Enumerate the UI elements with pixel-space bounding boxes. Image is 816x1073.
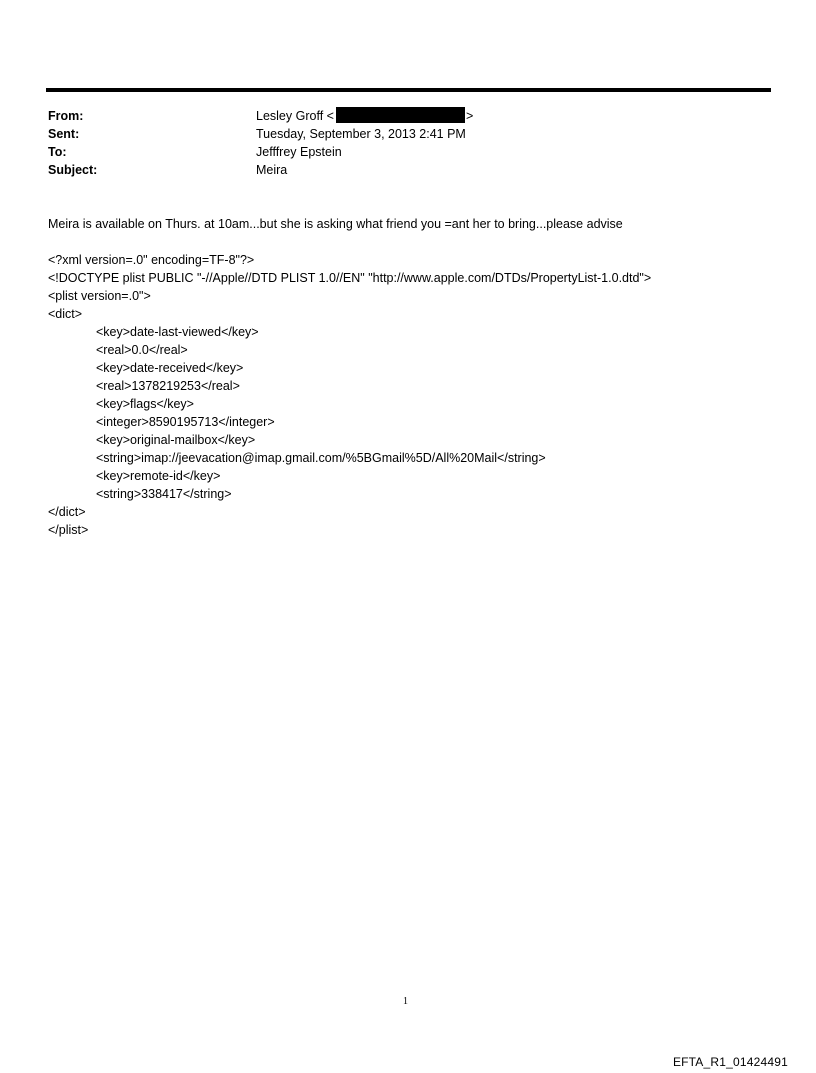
redacted-email-block <box>336 107 465 123</box>
message-text: Meira is available on Thurs. at 10am...but she is asking what friend you =ant her to bring...please advise <box>48 217 623 231</box>
xml-line: <plist version=.0"> <box>48 289 151 303</box>
page-number: 1 <box>403 996 408 1007</box>
from-label: From: <box>48 109 84 123</box>
to-value: Jefffrey Epstein <box>256 145 342 159</box>
subject-label: Subject: <box>48 163 98 177</box>
xml-line: <key>remote-id</key> <box>96 469 221 483</box>
xml-line: <real>1378219253</real> <box>96 379 240 393</box>
xml-line: </plist> <box>48 523 89 537</box>
xml-line: <dict> <box>48 307 83 321</box>
xml-line: <key>date-last-viewed</key> <box>96 325 259 339</box>
xml-line: <?xml version=.0" encoding=TF-8"?> <box>48 253 255 267</box>
header-divider <box>46 88 771 92</box>
xml-line: <string>imap://jeevacation@imap.gmail.com/%5BGmail%5D/All%20Mail</string> <box>96 451 546 465</box>
xml-line: <!DOCTYPE plist PUBLIC "-//Apple//DTD PLIST 1.0//EN" "http://www.apple.com/DTDs/PropertyList-1.0.dtd"> <box>48 271 652 285</box>
xml-line: <key>flags</key> <box>96 397 194 411</box>
from-value <box>256 107 473 125</box>
from-email-close: > <box>465 109 474 123</box>
sent-value: Tuesday, September 3, 2013 2:41 PM <box>256 127 466 141</box>
document-id: EFTA_R1_01424491 <box>672 1055 788 1069</box>
xml-line: <string>338417</string> <box>96 487 232 501</box>
to-label: To: <box>48 145 67 159</box>
xml-line: <key>original-mailbox</key> <box>96 433 256 447</box>
from-name: Lesley Groff < <box>256 109 334 123</box>
xml-line: <integer>8590195713</integer> <box>96 415 275 429</box>
subject-value: Meira <box>256 163 288 177</box>
xml-line: <key>date-received</key> <box>96 361 244 375</box>
xml-line: <real>0.0</real> <box>96 343 188 357</box>
sent-label: Sent: <box>48 127 80 141</box>
xml-line: </dict> <box>48 505 86 519</box>
